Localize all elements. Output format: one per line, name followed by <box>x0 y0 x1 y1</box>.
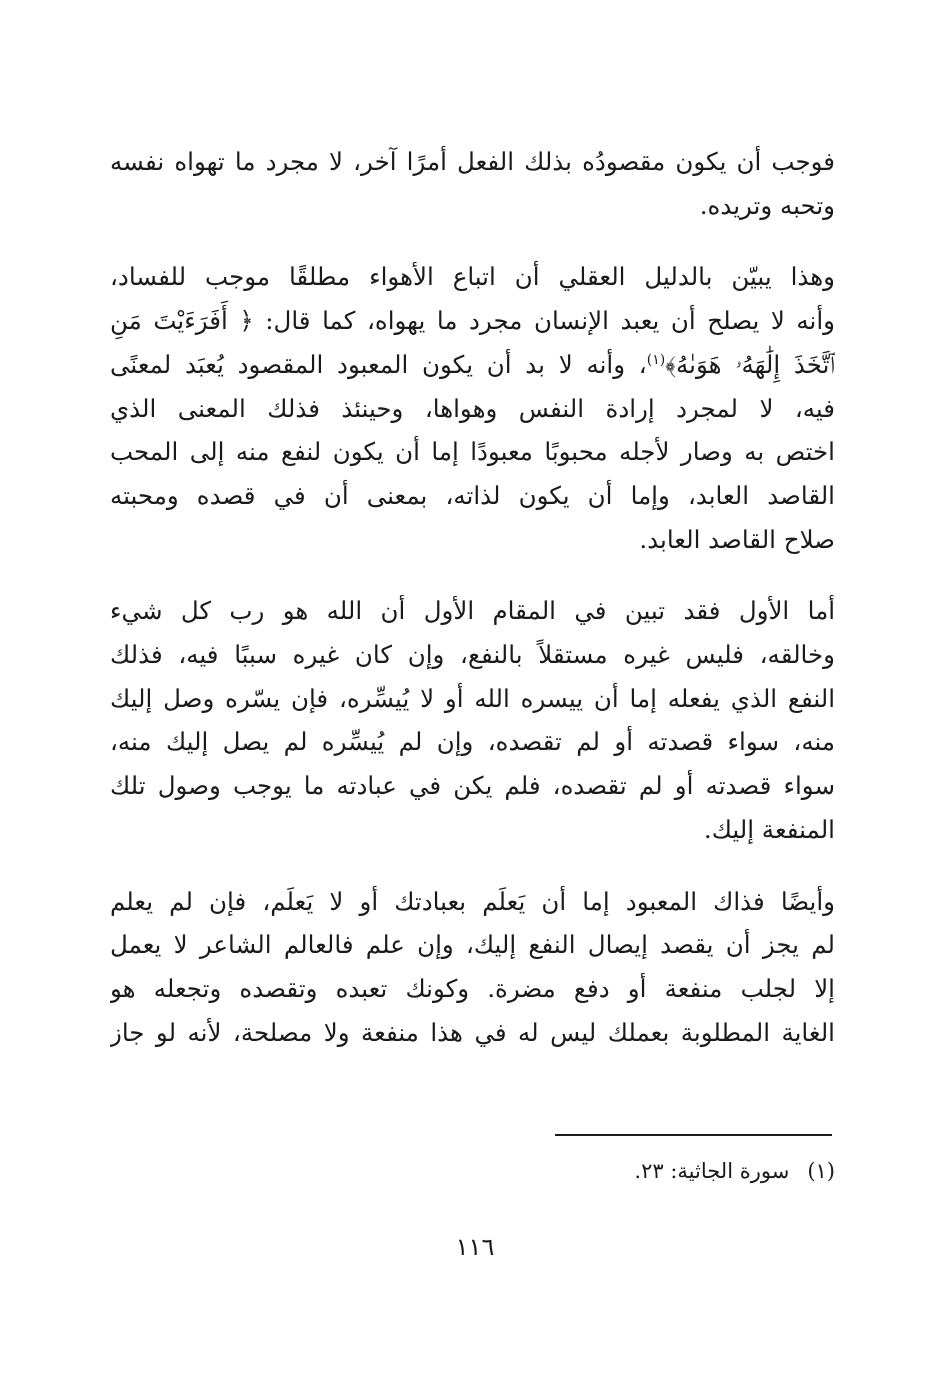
paragraph-1 <box>110 140 835 227</box>
text-line: أما الأول فقد تبين في المقام الأول أن الله هو رب كل شيء <box>110 596 835 626</box>
text-line: وأيضًا فذاك المعبود إما أن يَعلَم بعبادتك أو لا يَعلَم، فإن لم يعلم <box>110 886 835 916</box>
text-line: لم يجز أن يقصد إيصال النفع إليك، وإن علم فالعالم الشاعر لا يعمل <box>110 930 835 960</box>
page-body <box>110 140 835 1082</box>
text-line: وتحبه وتريده. <box>699 190 835 220</box>
text-line: النفع الذي يفعله إما أن ييسره الله أو لا يُيسِّره، فإن يسّره وصل إليك <box>110 683 835 713</box>
text-line: وهذا يبيّن بالدليل العقلي أن اتباع الأهواء مطلقًا موجب للفساد، <box>110 262 835 292</box>
text-line: فوجب أن يكون مقصودُه بذلك الفعل أمرًا آخر، لا مجرد ما تهواه نفسه <box>110 147 835 176</box>
text-line-with-footnote-ref <box>110 343 835 387</box>
footnote-number: (١) <box>807 1159 835 1183</box>
text-line: وخالقه، فليس غيره مستقلاً بالنفع، وإن كان غيره سببًا فيه، فذلك <box>110 640 835 670</box>
text-fragment: ، وأنه لا بد أن يكون المعبود المقصود يُعبَد لمعنًى <box>110 349 647 379</box>
text-line: الغاية المطلوبة بعملك ليس له في هذا منفعة ولا مصلحة، لأنه لو جاز <box>110 1017 835 1047</box>
paragraph-3 <box>110 589 835 851</box>
text-line: صلاح القاصد العابد. <box>639 524 835 554</box>
text-line: اختص به وصار لأجله محبوبًا معبودًا إما أن يكون لنفع منه إلى المحب <box>110 437 835 467</box>
text-line: إلا لجلب منفعة أو دفع مضرة. وكونك تعبده وتقصده وتجعله هو <box>110 973 835 1003</box>
text-line: سواء قصدته أو لم تقصده، فلم يكن في عبادته ما يوجب وصول تلك <box>110 771 835 801</box>
text-line: فيه، لا لمجرد إرادة النفس وهواها، وحينئذ فذلك المعنى الذي <box>110 393 835 423</box>
text-line: منه، سواء قصدته أو لم تقصده، وإن لم يُيسِّره لم يصل إليك منه، <box>110 727 835 757</box>
quran-verse-text: ٱتَّخَذَ إِلَٰهَهُۥ هَوَىٰهُ﴾ <box>665 349 835 379</box>
paragraph-2 <box>110 255 835 561</box>
footnote-reference: (١) <box>646 351 666 368</box>
footnote-text: سورة الجاثية: ٢٣. <box>634 1159 790 1183</box>
text-line: وأنه لا يصلح أن يعبد الإنسان مجرد ما يهواه، كما قال: ﴿ أَفَرَءَيْتَ مَنِ <box>110 306 835 336</box>
paragraph-4 <box>110 880 835 1055</box>
footnote <box>634 1156 835 1186</box>
footnote-divider <box>555 1134 832 1136</box>
text-line: المنفعة إليك. <box>703 814 835 844</box>
page-number: ١١٦ <box>455 1233 495 1261</box>
text-line: القاصد العابد، وإما أن يكون لذاته، بمعنى أن في قصده ومحبته <box>110 480 835 510</box>
